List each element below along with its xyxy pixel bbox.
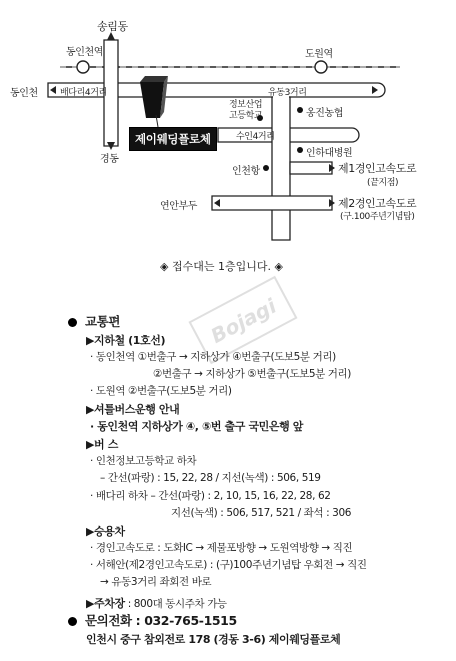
traffic-heading [68,312,120,330]
reception-note: ◈ 접수대는 1층입니다. ◈ [160,260,283,273]
address: 인천시 중구 참외전로 178 (경동 3-6) 제이웨딩플로체 [86,633,341,646]
subway-line-2: ②번출구 → 지하상가 ⑤번출구(도보5분 거리) [153,368,351,380]
expressway1-road [290,162,332,174]
venue-building-icon [140,76,168,118]
label-expressway2-sub: (구.100주년기념탑) [340,212,415,222]
bus-title: ▶버 스 [86,438,118,451]
bus-line-2: – 간선(파랑) : 15, 22, 28 / 지선(녹색) : 506, 519 [100,472,321,484]
contact-row [68,611,237,629]
parking-row [86,592,227,611]
station-dowon-icon [315,61,327,73]
venue-label: 제이웨딩플로체 [129,127,217,151]
label-expressway2: 제2경인고속도로 [338,197,417,210]
hospital-dot-icon [297,147,303,153]
subway-title: ▶지하철 (1호선) [86,334,166,347]
label-baedari: 배다리4거리 [60,88,107,98]
label-yudong: 유동3거리 [268,88,307,98]
label-songrim: 송림동 [97,20,128,33]
label-dongincheon: 동인천 [10,88,38,99]
label-suin: 수인4거리 [236,132,275,142]
car-title: ▶승용차 [86,525,125,538]
subway-line-3: · 도원역 ②번출구(도보5분 거리) [90,385,232,397]
contact-phone: 문의전화 : 032-765-1515 [85,613,237,628]
shuttle-title: ▶셔틀버스운행 안내 [86,403,180,416]
shuttle-line-1: · 동인천역 지하상가 ④, ⑤번 출구 국민은행 앞 [90,420,304,433]
parking-text: : 800대 동시주차 가능 [124,598,227,610]
subway-line-1: · 동인천역 ①번출구 → 지하상가 ④번출구(도보5분 거리) [90,351,336,363]
label-expressway1-sub: (끝지점) [367,178,399,188]
label-jeongbo-school: 정보산업 고등학교 [229,100,263,121]
label-dowon-station: 도원역 [305,49,333,60]
port-dot-icon [263,165,269,171]
ongjin-dot-icon [297,107,303,113]
label-dongincheon-station: 동인천역 [66,47,104,58]
yeonan-road [212,196,332,210]
label-expressway1: 제1경인고속도로 [338,162,417,175]
label-ongjin: 옹진농협 [306,108,344,119]
bullet-icon [68,318,77,327]
label-yeonan: 연안부두 [160,201,198,212]
label-gyeongdong: 경동 [100,154,119,165]
car-line-1: · 경인고속도로 : 도화IC → 제물포방향 → 도원역방향 → 직진 [90,542,353,554]
traffic-title: 교통편 [85,314,121,329]
bus-line-4: 지선(녹색) : 506, 517, 521 / 좌석 : 306 [171,507,352,519]
label-inha-hospital: 인하대병원 [306,148,353,159]
car-line-3: → 유동3거리 좌회전 바로 [100,576,212,588]
bus-line-1: · 인천정보고등학교 하차 [90,455,197,467]
bus-line-3: · 배다리 하차 – 간선(파랑) : 2, 10, 15, 16, 22, 28, 62 [90,490,331,502]
station-dongincheon-icon [77,61,89,73]
car-line-2: · 서해안(제2경인고속도로) : (구)100주년기념탑 우회전 → 직진 [90,559,367,571]
parking-title: ▶주차장 [86,597,125,610]
bullet-icon [68,617,77,626]
label-incheon-port: 인천항 [232,166,260,177]
svg-text:Bojagi: Bojagi [206,293,281,349]
